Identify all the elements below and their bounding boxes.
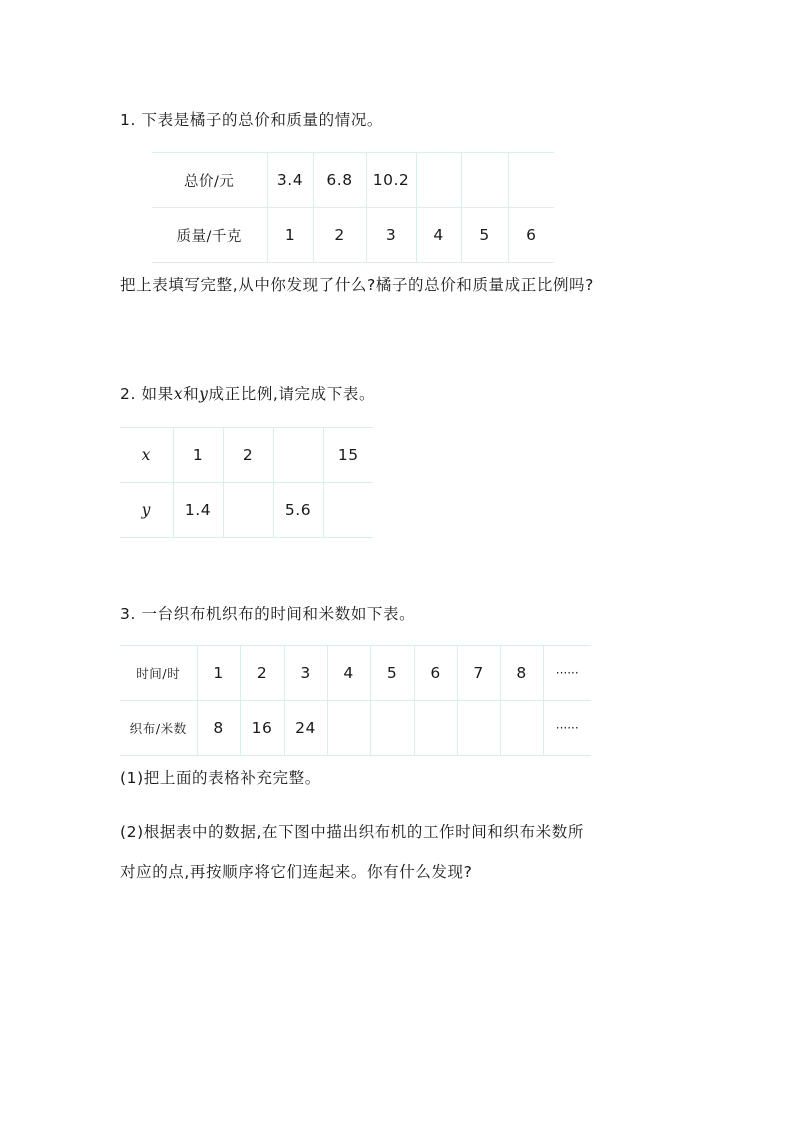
q3-cell: 2	[240, 646, 284, 701]
q1-cell: 1	[267, 208, 313, 263]
q3-blank-cell[interactable]	[457, 701, 500, 756]
q3-cell: 6	[414, 646, 457, 701]
q2-title-prefix: 2. 如果	[120, 385, 174, 403]
q2-header-x: x	[120, 428, 173, 483]
q3-cell: 7	[457, 646, 500, 701]
q3-blank-cell[interactable]	[327, 701, 370, 756]
q3-cell: 1	[197, 646, 240, 701]
q3-cell: 8	[197, 701, 240, 756]
q3-cell: 24	[284, 701, 327, 756]
q2-blank-cell[interactable]	[273, 428, 323, 483]
q2-title-suffix: 成正比例,请完成下表。	[208, 385, 376, 403]
q2-cell: 2	[223, 428, 273, 483]
q2-var-y: y	[199, 385, 209, 403]
q1-cell: 2	[313, 208, 366, 263]
q1-cell: 3.4	[267, 153, 313, 208]
q1-header-total-price: 总价/元	[152, 153, 267, 208]
q3-sub1: (1)把上面的表格补充完整。	[120, 769, 321, 787]
q1-blank-cell[interactable]	[416, 153, 461, 208]
q3-ellipsis: ······	[543, 646, 591, 701]
q1-cell: 10.2	[366, 153, 416, 208]
q2-var-x: x	[173, 385, 184, 403]
q3-cell: 3	[284, 646, 327, 701]
q1-blank-cell[interactable]	[508, 153, 554, 208]
q3-ellipsis: ······	[543, 701, 591, 756]
q2-title-mid: 和	[183, 385, 200, 403]
q1-cell: 6	[508, 208, 554, 263]
q3-cell: 16	[240, 701, 284, 756]
q2-cell: 15	[323, 428, 373, 483]
q3-header-cloth: 织布/米数	[120, 701, 197, 756]
q1-question: 把上表填写完整,从中你发现了什么?橘子的总价和质量成正比例吗?	[120, 276, 594, 294]
q3-sub2-line1: (2)根据表中的数据,在下图中描出织布机的工作时间和织布米数所	[120, 823, 584, 841]
q3-header-time: 时间/时	[120, 646, 197, 701]
q2-blank-cell[interactable]	[323, 483, 373, 538]
q3-cell: 4	[327, 646, 370, 701]
q3-blank-cell[interactable]	[414, 701, 457, 756]
q1-cell: 4	[416, 208, 461, 263]
q3-cell: 8	[500, 646, 543, 701]
q1-header-mass: 质量/千克	[152, 208, 267, 263]
q2-cell: 1.4	[173, 483, 223, 538]
q1-cell: 6.8	[313, 153, 366, 208]
q3-cell: 5	[370, 646, 414, 701]
q1-table	[152, 152, 554, 263]
q2-cell: 5.6	[273, 483, 323, 538]
q3-title: 3. 一台织布机织布的时间和米数如下表。	[120, 605, 416, 623]
q1-cell: 5	[461, 208, 508, 263]
q1-cell: 3	[366, 208, 416, 263]
q3-blank-cell[interactable]	[500, 701, 543, 756]
q3-table	[120, 645, 591, 756]
q3-sub2-line2: 对应的点,再按顺序将它们连起来。你有什么发现?	[120, 863, 473, 881]
q2-table	[120, 427, 373, 538]
q1-blank-cell[interactable]	[461, 153, 508, 208]
q3-blank-cell[interactable]	[370, 701, 414, 756]
q2-cell: 1	[173, 428, 223, 483]
q1-title: 1. 下表是橘子的总价和质量的情况。	[120, 111, 384, 129]
q2-blank-cell[interactable]	[223, 483, 273, 538]
q2-title	[120, 382, 375, 404]
q2-header-y: y	[120, 483, 173, 538]
